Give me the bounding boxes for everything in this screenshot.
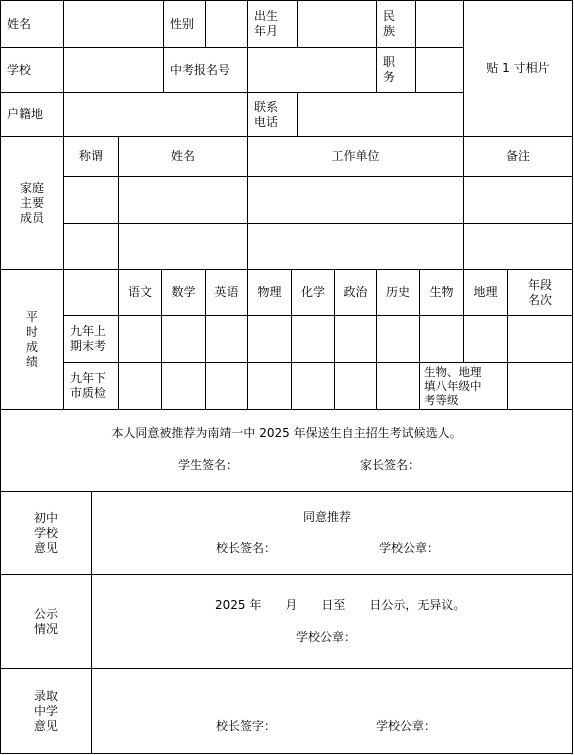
family-cell[interactable] <box>63 223 119 270</box>
position-label: 职 务 <box>376 47 416 93</box>
admission-label: 录取 中学 意见 <box>0 668 92 754</box>
family-cell[interactable] <box>118 176 248 224</box>
grade-cell[interactable] <box>507 315 573 363</box>
publicity-text: 2025 年 月 日至 日公示，无异议。 <box>215 598 466 612</box>
family-cell[interactable] <box>463 223 573 270</box>
name-label: 姓名 <box>0 0 64 48</box>
grade-cell[interactable] <box>247 362 292 410</box>
grade-cell[interactable] <box>118 362 162 410</box>
school-seal-label: 学校公章： <box>379 541 440 555</box>
admission-seal-label: 学校公章： <box>376 719 437 733</box>
grade-cell[interactable] <box>161 362 206 410</box>
grade-cell[interactable] <box>291 315 335 363</box>
family-col-remark: 备注 <box>463 136 573 177</box>
publicity-box <box>91 574 573 669</box>
family-cell[interactable] <box>463 176 573 224</box>
declaration-box <box>0 409 573 492</box>
household-label: 户籍地 <box>0 92 64 137</box>
grade-cell[interactable] <box>376 362 420 410</box>
gender-label: 性别 <box>163 0 206 48</box>
grades-row-label: 九年上 期末考 <box>63 315 119 363</box>
admission-box <box>91 668 573 754</box>
ethnicity-label: 民 族 <box>376 0 416 48</box>
subject-physics: 物理 <box>247 269 292 316</box>
grades-row-label: 九年下 市质检 <box>63 362 119 410</box>
phone-label: 联系 电话 <box>247 92 298 137</box>
birth-field[interactable] <box>297 0 377 48</box>
grade-cell[interactable] <box>507 362 573 410</box>
subject-biology: 生物 <box>419 269 464 316</box>
family-section-label: 家庭 主要 成员 <box>0 136 64 270</box>
subject-geography: 地理 <box>463 269 508 316</box>
subject-english: 英语 <box>205 269 248 316</box>
subject-chemistry: 化学 <box>291 269 335 316</box>
publicity-seal-label: 学校公章： <box>296 630 357 644</box>
gender-field[interactable] <box>205 0 248 48</box>
grades-section-label: 平 时 成 绩 <box>0 269 64 410</box>
school-label: 学校 <box>0 47 64 93</box>
grade-cell[interactable] <box>205 315 248 363</box>
biology-geography-note: 生物、地理 填八年级中 考等级 <box>419 362 508 410</box>
family-col-work: 工作单位 <box>247 136 464 177</box>
photo-box: 贴 1 寸相片 <box>463 0 573 137</box>
name-field[interactable] <box>63 0 164 48</box>
subject-math: 数学 <box>161 269 206 316</box>
subject-chinese: 语文 <box>118 269 162 316</box>
subject-history: 历史 <box>376 269 420 316</box>
student-signature-label: 学生签名： <box>178 458 239 472</box>
agree-recommend-text: 同意推荐 <box>303 510 352 524</box>
grade-cell[interactable] <box>334 315 377 363</box>
grade-cell[interactable] <box>291 362 335 410</box>
family-col-name: 姓名 <box>118 136 248 177</box>
grade-cell[interactable] <box>118 315 162 363</box>
position-field[interactable] <box>415 47 464 93</box>
grades-corner-cell <box>63 269 119 316</box>
school-opinion-label: 初中 学校 意见 <box>0 491 92 575</box>
grade-cell[interactable] <box>161 315 206 363</box>
grade-cell[interactable] <box>376 315 420 363</box>
phone-field[interactable] <box>297 92 464 137</box>
exam-id-label: 中考报名号 <box>163 47 248 93</box>
grade-cell[interactable] <box>205 362 248 410</box>
household-field[interactable] <box>63 92 248 137</box>
family-cell[interactable] <box>247 223 464 270</box>
family-cell[interactable] <box>118 223 248 270</box>
ethnicity-field[interactable] <box>415 0 464 48</box>
grade-cell[interactable] <box>463 315 508 363</box>
grade-cell[interactable] <box>247 315 292 363</box>
parent-signature-label: 家长签名： <box>360 458 421 472</box>
family-col-relation: 称谓 <box>63 136 119 177</box>
school-opinion-box <box>91 491 573 575</box>
subject-politics: 政治 <box>334 269 377 316</box>
birth-label: 出生 年月 <box>247 0 298 48</box>
principal-signature-label: 校长签名： <box>216 541 277 555</box>
school-field[interactable] <box>63 47 164 93</box>
admission-principal-signature-label: 校长签字： <box>216 719 277 733</box>
family-cell[interactable] <box>63 176 119 224</box>
declaration-text: 本人同意被推荐为南靖一中 2025 年保送生自主招生考试候选人。 <box>111 426 462 440</box>
family-cell[interactable] <box>247 176 464 224</box>
grade-cell[interactable] <box>334 362 377 410</box>
exam-id-field[interactable] <box>247 47 377 93</box>
grade-cell[interactable] <box>419 315 464 363</box>
publicity-label: 公示 情况 <box>0 574 92 669</box>
rank-label: 年段 名次 <box>507 269 573 316</box>
